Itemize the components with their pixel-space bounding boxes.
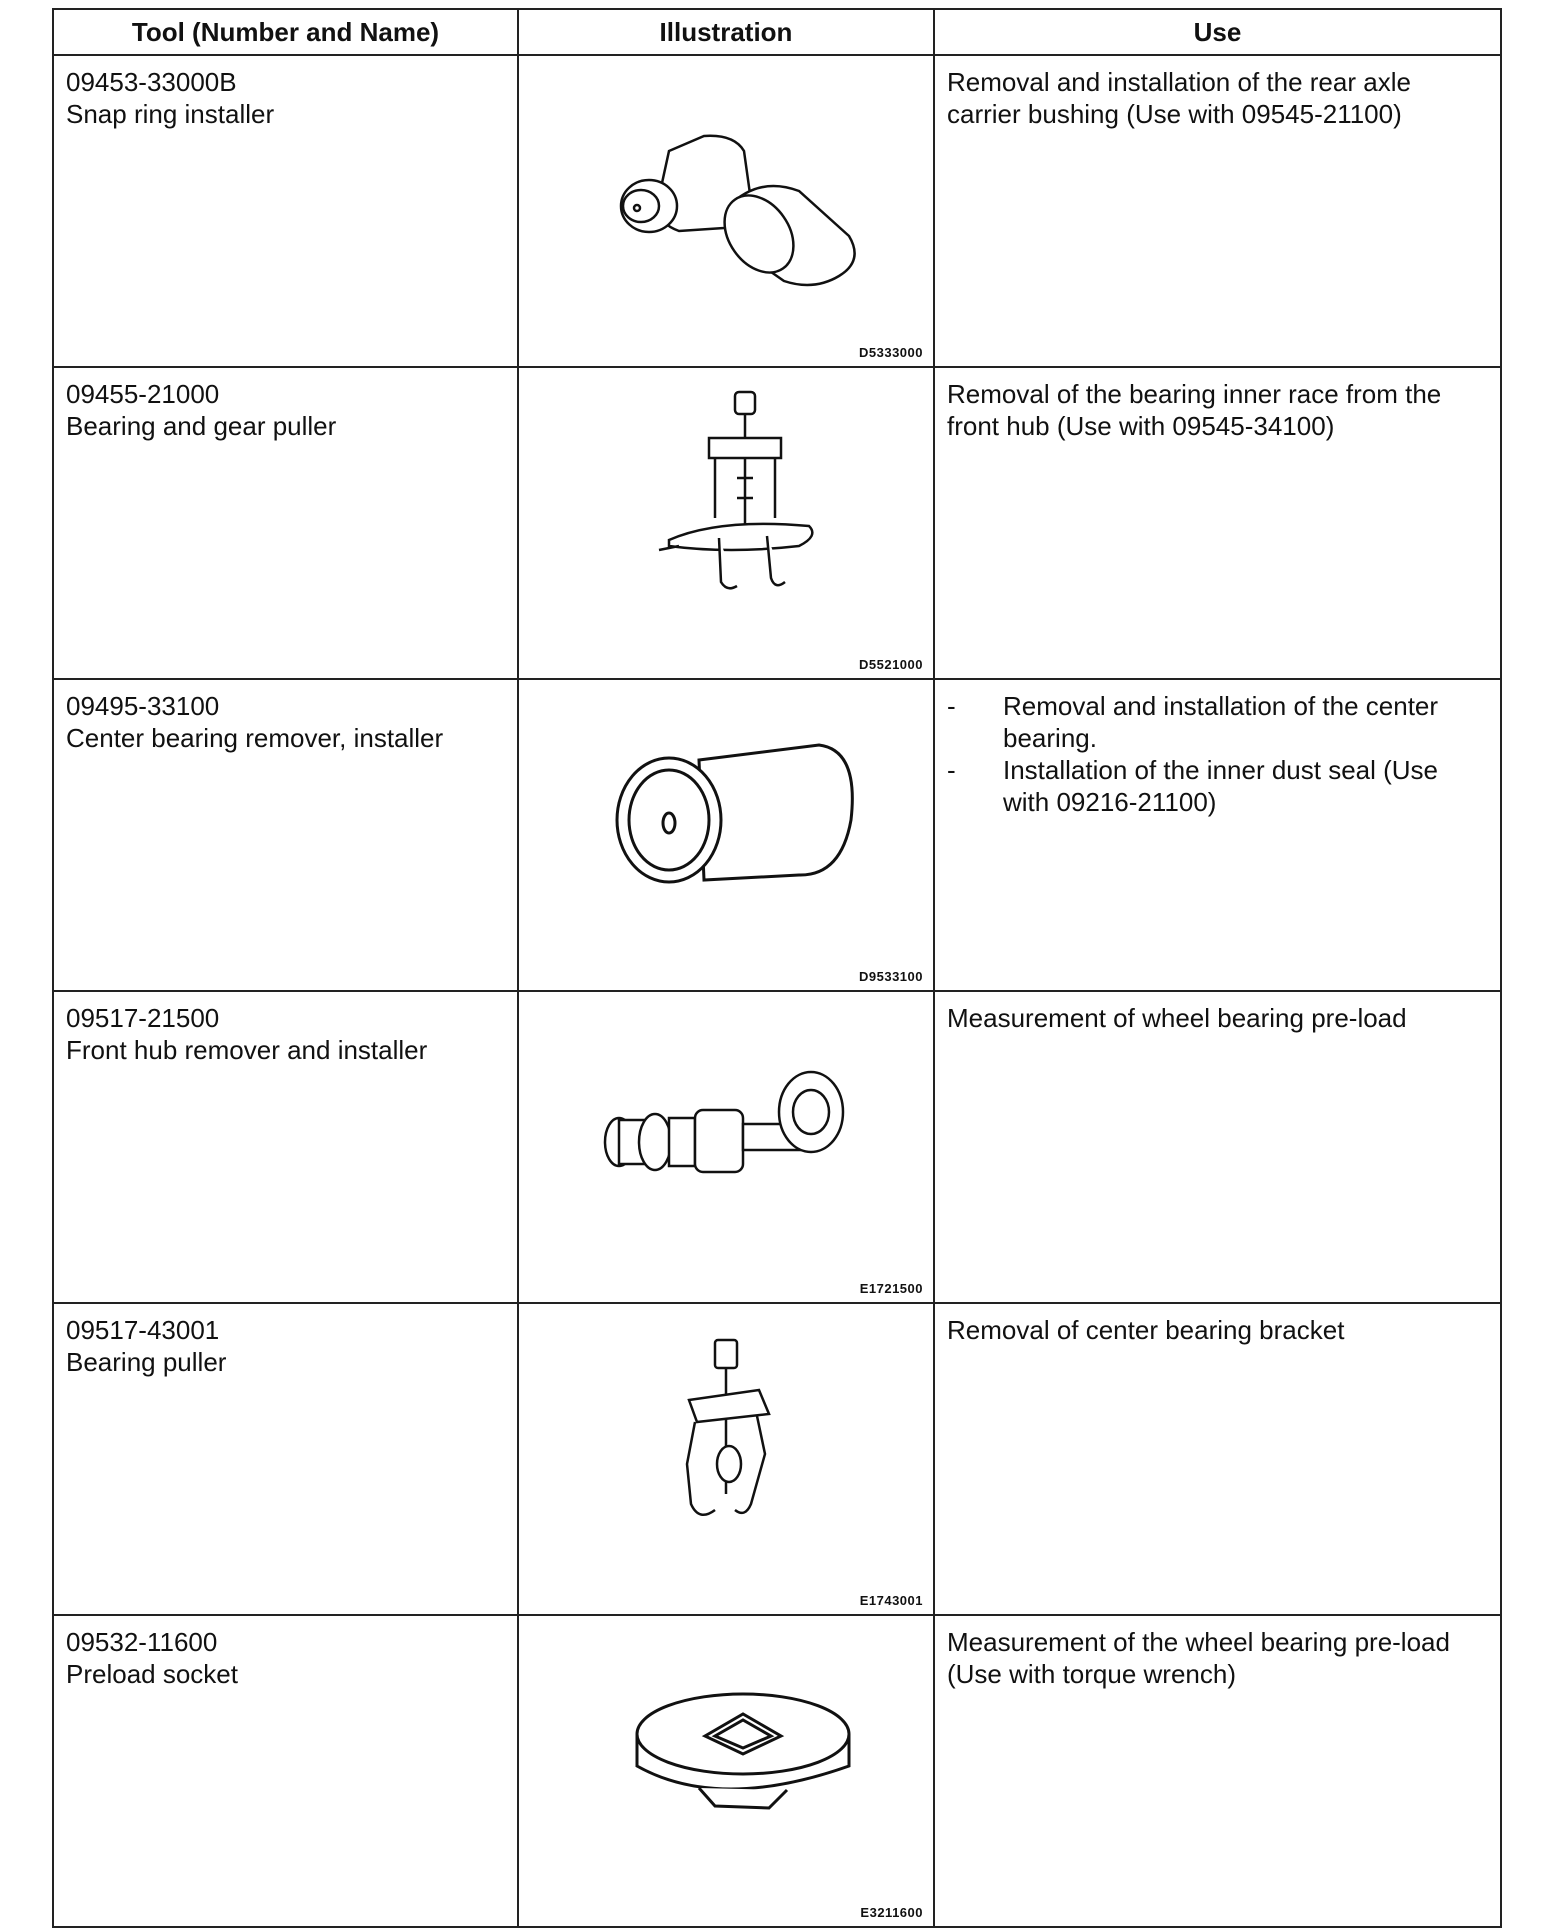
use-item: - Removal and installation of the center bearing.	[947, 691, 1439, 753]
tool-cell	[53, 991, 518, 1303]
figure-code: D5333000	[859, 345, 923, 360]
table-row	[53, 367, 1501, 679]
header-use: Use	[934, 9, 1501, 55]
tool-number: 09455-21000	[66, 379, 220, 409]
illustration-cell	[518, 1303, 934, 1615]
table-header-row	[53, 9, 1501, 55]
tool-cell	[53, 55, 518, 367]
tool-number: 09453-33000B	[66, 67, 237, 97]
special-tools-table	[52, 8, 1502, 1928]
use-item: - Installation of the inner dust seal (Use with 09216-21100)	[947, 755, 1439, 817]
tool-name: Snap ring installer	[66, 99, 275, 129]
table-row	[53, 55, 1501, 367]
front-hub-remover-icon	[519, 992, 935, 1282]
figure-code: D9533100	[859, 969, 923, 984]
bullet-dash: -	[947, 755, 956, 785]
tool-cell	[53, 367, 518, 679]
figure-code: E1743001	[859, 1593, 923, 1608]
use-cell: Measurement of wheel bearing pre-load	[934, 991, 1501, 1303]
bearing-puller-icon	[519, 1304, 935, 1594]
tool-name: Bearing and gear puller	[66, 411, 337, 441]
tool-name: Preload socket	[66, 1659, 238, 1689]
preload-socket-icon	[519, 1616, 935, 1906]
table-row	[53, 679, 1501, 991]
illustration-cell	[518, 991, 934, 1303]
illustration-cell	[518, 679, 934, 991]
table-row	[53, 1303, 1501, 1615]
snap-ring-installer-icon	[519, 56, 935, 346]
bullet-dash: -	[947, 691, 956, 721]
use-cell	[934, 679, 1501, 991]
tool-cell	[53, 1303, 518, 1615]
tool-cell	[53, 679, 518, 991]
tool-number: 09517-21500	[66, 1003, 220, 1033]
use-cell: Measurement of the wheel bearing pre-load (Use with torque wrench)	[934, 1615, 1501, 1927]
bearing-gear-puller-icon	[519, 368, 935, 658]
figure-code: E3211600	[860, 1905, 923, 1920]
table-row	[53, 991, 1501, 1303]
illustration-cell	[518, 55, 934, 367]
figure-code: D5521000	[859, 657, 923, 672]
use-cell: Removal of center bearing bracket	[934, 1303, 1501, 1615]
illustration-cell	[518, 1615, 934, 1927]
header-tool: Tool (Number and Name)	[53, 9, 518, 55]
tool-number: 09532-11600	[66, 1627, 218, 1657]
tool-number: 09517-43001	[66, 1315, 220, 1345]
table-row	[53, 1615, 1501, 1927]
tool-cell	[53, 1615, 518, 1927]
use-cell: Removal of the bearing inner race from the front hub (Use with 09545-34100)	[934, 367, 1501, 679]
tool-name: Bearing puller	[66, 1347, 227, 1377]
tool-number: 09495-33100	[66, 691, 220, 721]
tool-name: Center bearing remover, installer	[66, 723, 444, 753]
illustration-cell	[518, 367, 934, 679]
figure-code: E1721500	[859, 1281, 923, 1296]
tool-name: Front hub remover and installer	[66, 1035, 428, 1065]
center-bearing-remover-icon	[519, 680, 935, 970]
use-cell: Removal and installation of the rear axle carrier bushing (Use with 09545-21100)	[934, 55, 1501, 367]
header-illustration: Illustration	[518, 9, 934, 55]
